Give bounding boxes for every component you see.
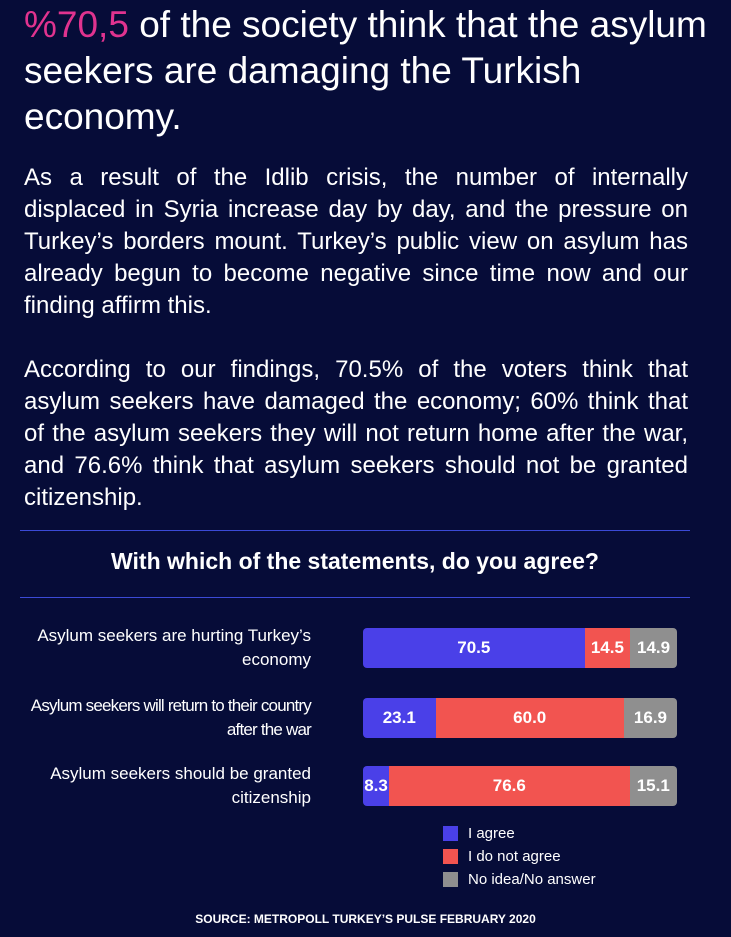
chart-title: With which of the statements, do you agree? [111,548,599,574]
row-label: Asylum seekers are hurting Turkey’s economy [37,626,311,669]
bar-segment-no-idea-no-answer: 14.9 [630,628,677,668]
chart-row-return [0,697,731,739]
headline-text: of the society think that the asylum seekers are damaging the Turkish economy. [24,4,707,137]
bar-segment-i-agree: 23.1 [363,698,436,738]
legend-item-disagree [443,845,596,868]
bar-segment-i-do-not-agree: 60.0 [436,698,624,738]
legend-item-no-answer [443,868,596,891]
chart-row-citizenship [0,765,731,807]
stacked-bar [363,628,677,668]
bar-segment-i-agree: 8.3 [363,766,389,806]
stacked-bar [363,698,677,738]
headline [24,2,714,140]
legend-swatch [443,872,458,887]
row-label: Asylum seekers should be granted citizenship [50,764,311,807]
legend-label: I do not agree [468,848,561,865]
bar-segment-i-do-not-agree: 14.5 [585,628,631,668]
paragraph-intro: As a result of the Idlib crisis, the number of internally displaced in Syria increase day by day, and the pressure on Turkey’s borders mount. Turkey’s public view on asylum has already begun to become negative since time now and our finding affirm this. [24,164,688,319]
source-note: SOURCE: METROPOLL TURKEY’S PULSE FEBRUARY 2020 [195,912,536,926]
stacked-bar [363,766,677,806]
chart-row-economy [0,627,731,669]
legend-swatch [443,826,458,841]
bar-segment-i-do-not-agree: 76.6 [389,766,630,806]
bar-segment-no-idea-no-answer: 16.9 [624,698,677,738]
headline-highlight: %70,5 [24,4,129,45]
divider-bottom [20,597,690,598]
bar-segment-i-agree: 70.5 [363,628,585,668]
legend-label: No idea/No answer [468,871,596,888]
chart-legend [443,822,596,891]
row-label: Asylum seekers will return to their country after the war [30,696,311,739]
legend-label: I agree [468,825,515,842]
divider-top [20,530,690,531]
legend-swatch [443,849,458,864]
paragraph-findings: According to our findings, 70.5% of the voters think that asylum seekers have damaged the economy; 60% think that of the asylum seekers they will not return home after the war, and 76.6% think that asylum seekers should not be granted citizenship. [24,356,688,511]
bar-segment-no-idea-no-answer: 15.1 [630,766,677,806]
legend-item-agree [443,822,596,845]
